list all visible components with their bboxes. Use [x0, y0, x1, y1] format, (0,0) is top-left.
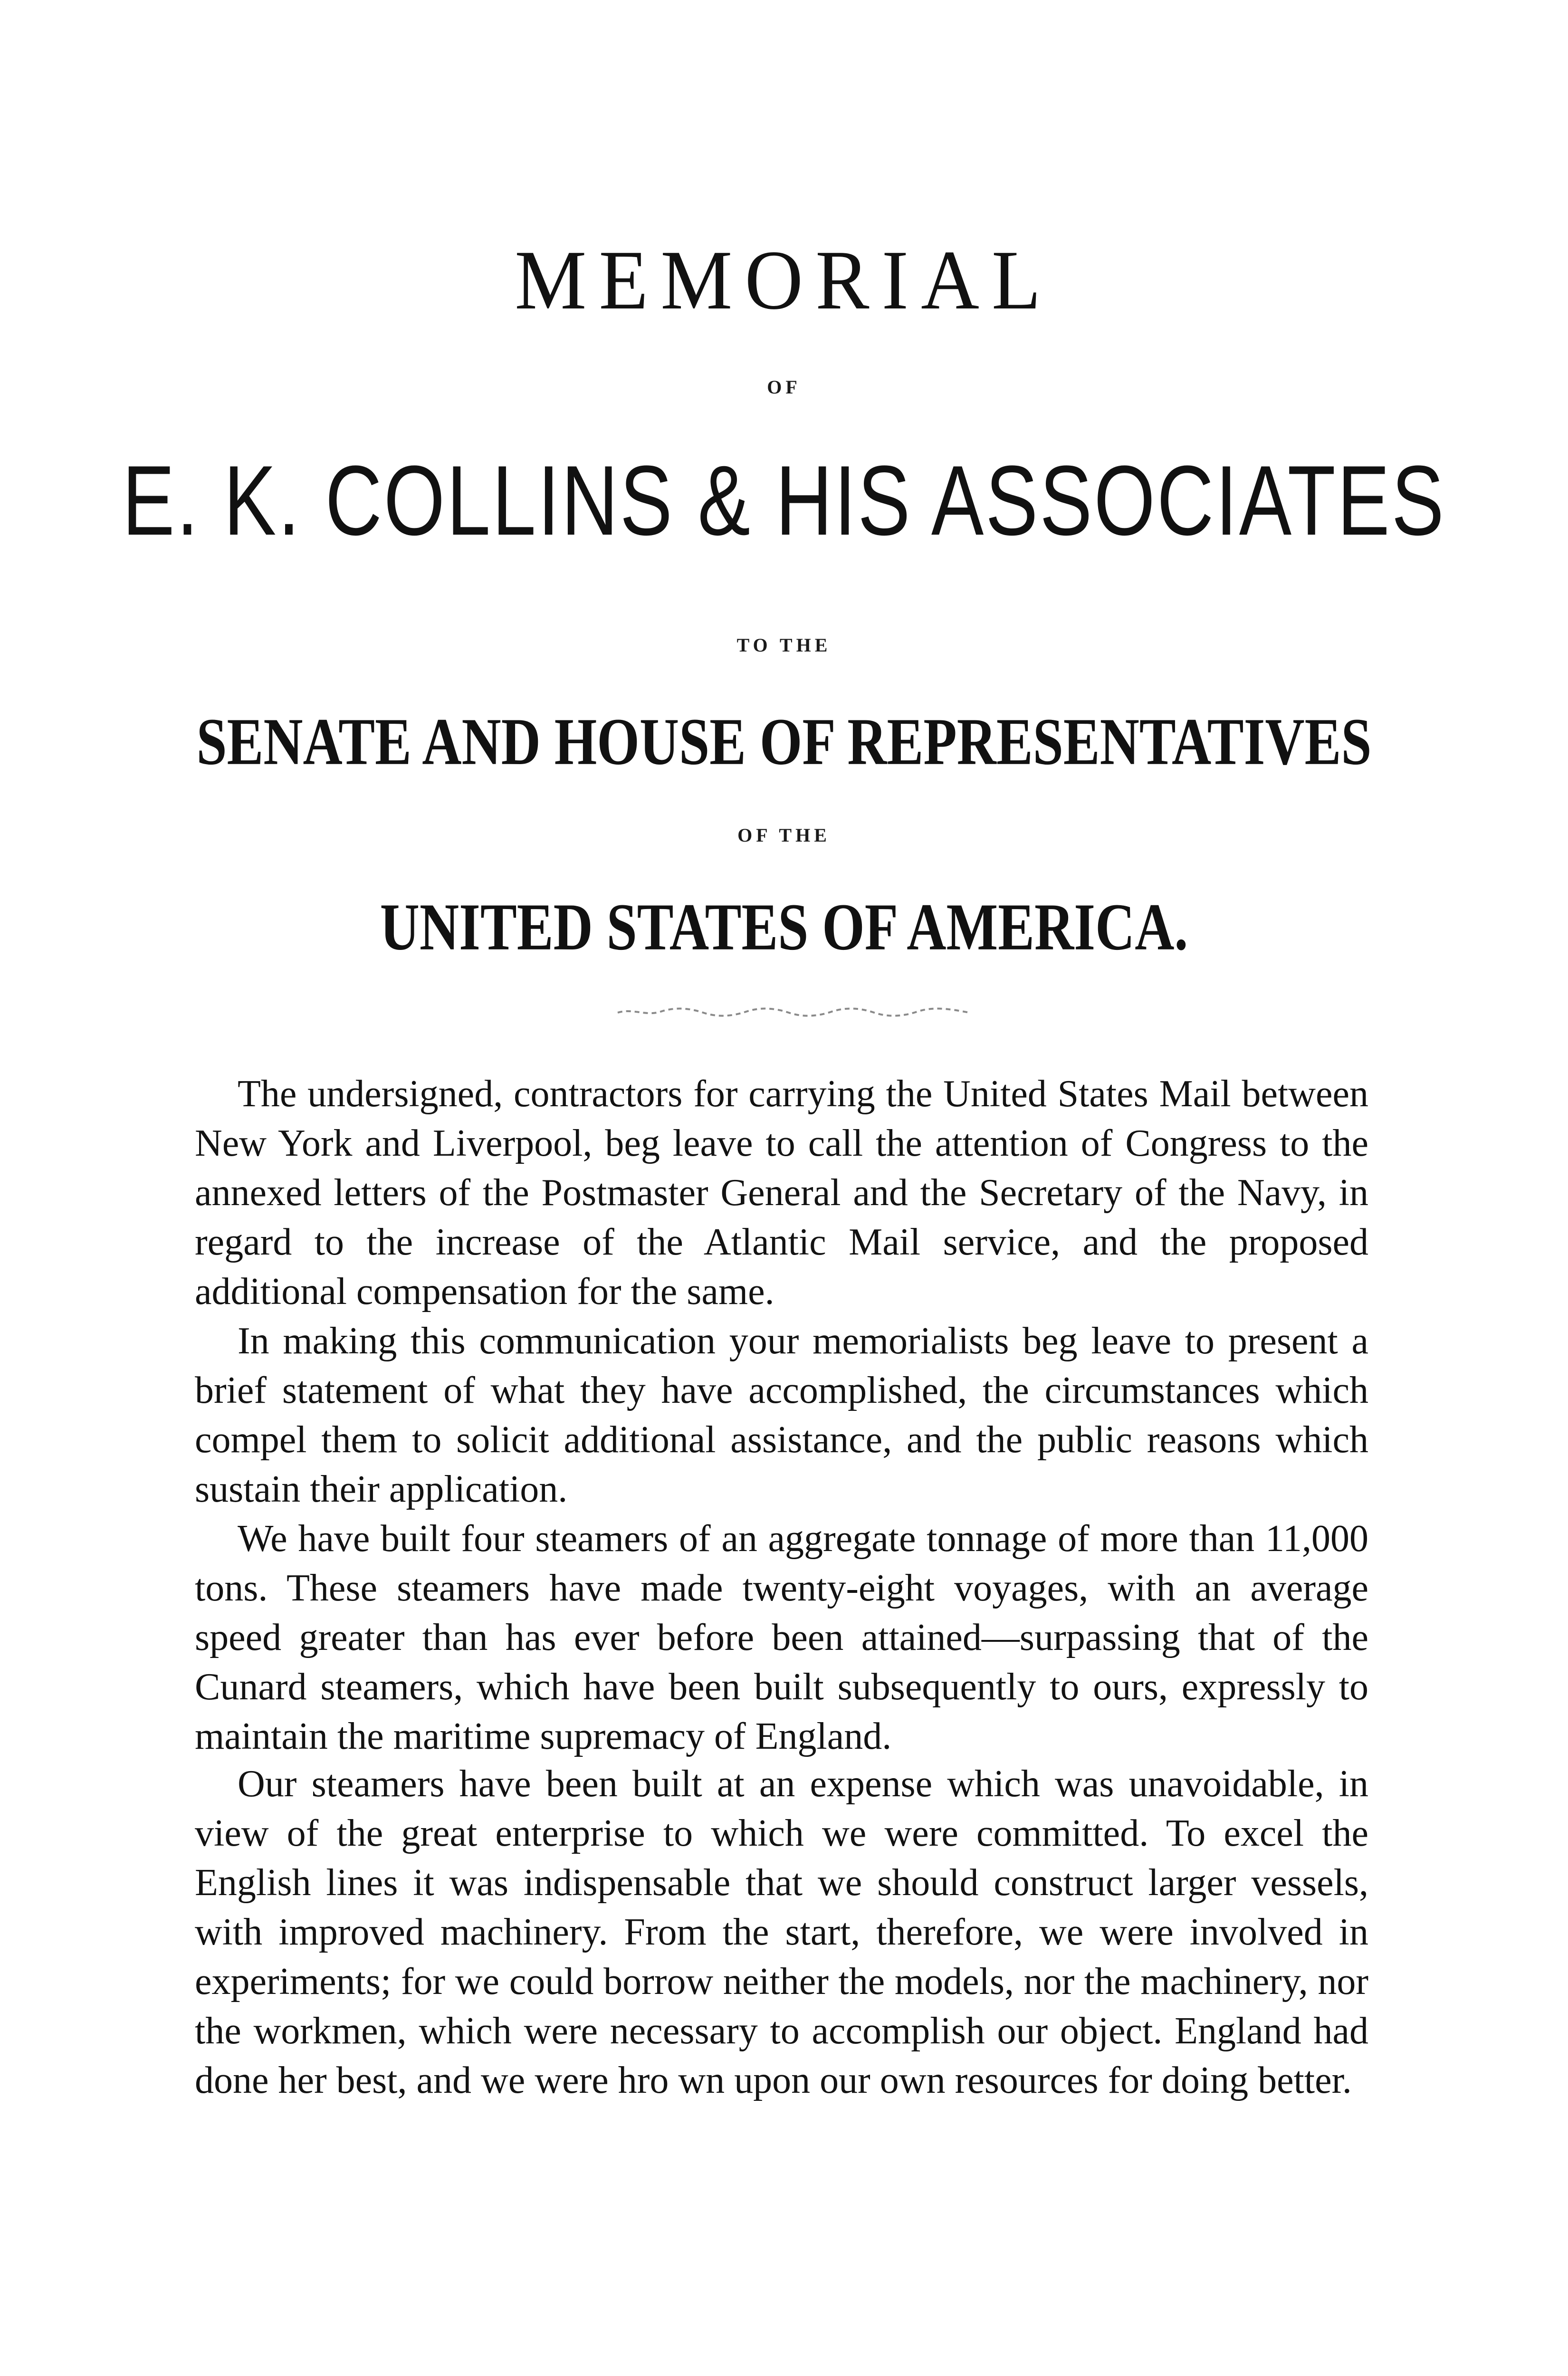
paragraph-4-block: [195, 1759, 1368, 2105]
title-country: UNITED STATES OF AMERICA.: [380, 890, 1188, 964]
ornamental-rule: [613, 1005, 974, 1019]
title-of-the: OF THE: [737, 824, 831, 846]
title-chambers: SENATE AND HOUSE OF REPRESENTATIVES: [196, 704, 1372, 779]
paragraph: We have built four steamers of an aggregate tonnage of more than 11,000 tons. These steamers have made twenty-eight voyages, with an average speed greater than has ever before been attained—surpassing that of the Cunard steamers, which have been built subsequently to ours, expressly to maintain the maritime supremacy of England.: [195, 1518, 1368, 1757]
paragraph: Our steamers have been built at an expense which was unavoidable, in view of the great enterprise to which we were committed. To excel the English lines it was indispensable that we should construct larger vessels, with improved machinery. From the start, therefore, we were involved in experiments; for we could borrow neither the models, nor the machinery, nor the workmen, which were necessary to accomplish our object. England had done her best, and we were hro wn upon our own resources for doing better.: [195, 1763, 1368, 2101]
title-memorial: MEMORIAL: [515, 233, 1053, 327]
paragraph: In making this communication your memorialists beg leave to present a brief statement of what they have accomplished, the circumstances which compel them to solicit additional assistance, and the public reasons which sustain their application.: [195, 1320, 1368, 1510]
title-to-the: TO THE: [736, 634, 832, 656]
title-name: E. K. COLLINS & HIS ASSOCIATES: [122, 445, 1446, 556]
title-of: OF: [767, 376, 801, 398]
paragraph: The undersigned, contractors for carrying the United States Mail between New York and Liverpool, beg leave to call the attention of Congress to the annexed letters of the Postmaster General and the Secretary of the Navy, in regard to the increase of the Atlantic Mail service, and the proposed additional compensation for the same.: [195, 1073, 1368, 1313]
paragraph-2-block: [195, 1316, 1368, 1514]
paragraph-3-block: [195, 1514, 1368, 1761]
paragraph-1-block: [195, 1069, 1368, 1316]
